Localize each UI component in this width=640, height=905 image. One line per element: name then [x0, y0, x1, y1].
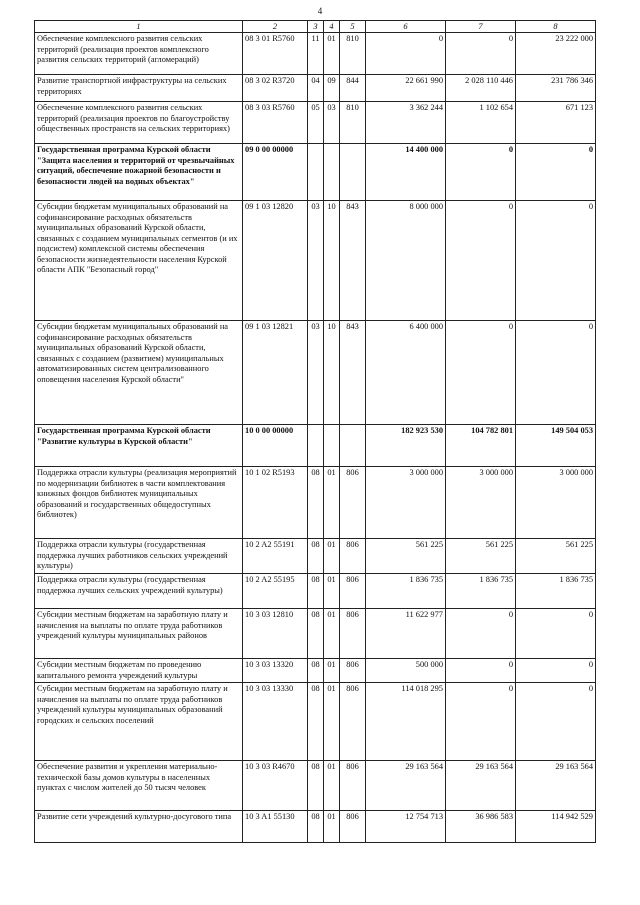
- row-code: 09 1 03 12821: [243, 321, 308, 425]
- row-amount-7: 1 102 654: [446, 102, 516, 144]
- row-amount-6: 14 400 000: [366, 144, 446, 201]
- row-section: 05: [308, 102, 324, 144]
- row-amount-6: 3 000 000: [366, 467, 446, 539]
- row-amount-6: 0: [366, 33, 446, 75]
- row-code: 09 1 03 12820: [243, 201, 308, 321]
- row-subsection: 10: [324, 321, 340, 425]
- row-section: 08: [308, 761, 324, 811]
- row-expense-type: 810: [340, 102, 366, 144]
- row-code: 08 3 01 R5760: [243, 33, 308, 75]
- table-header-row: [35, 21, 596, 33]
- row-name: Обеспечение развития и укрепления материально-технической базы домов культуры в населенных пунктах с числом жителей до 50 тысяч человек: [35, 761, 243, 811]
- row-amount-6: 12 754 713: [366, 811, 446, 843]
- table-row: [35, 201, 596, 321]
- table-row: [35, 574, 596, 609]
- table-row: [35, 467, 596, 539]
- table-row: [35, 811, 596, 843]
- table-row: [35, 321, 596, 425]
- row-amount-8: 671 123: [516, 102, 596, 144]
- row-amount-7: 0: [446, 659, 516, 683]
- row-subsection: 01: [324, 609, 340, 659]
- row-amount-7: 104 782 801: [446, 425, 516, 467]
- row-amount-8: 1 836 735: [516, 574, 596, 609]
- row-expense-type: [340, 425, 366, 467]
- row-section: 08: [308, 467, 324, 539]
- column-header: 2: [243, 21, 308, 33]
- row-amount-6: 22 661 990: [366, 75, 446, 102]
- row-expense-type: 806: [340, 467, 366, 539]
- table-row: [35, 539, 596, 574]
- row-section: 03: [308, 321, 324, 425]
- row-expense-type: [340, 144, 366, 201]
- row-amount-7: 2 028 110 446: [446, 75, 516, 102]
- row-code: 10 2 A2 55195: [243, 574, 308, 609]
- row-amount-8: 0: [516, 683, 596, 761]
- row-code: 10 3 03 R4670: [243, 761, 308, 811]
- row-code: 10 3 03 13330: [243, 683, 308, 761]
- row-section: 04: [308, 75, 324, 102]
- row-name: Субсидии бюджетам муниципальных образований на софинансирование расходных обязательств муниципальных образований Курской области, связанных с созданием муниципальных сегментов (и их подсистем) комплексной системы обеспечения безопасности жизнедеятельности населения Курской области АПК "Безопасный город": [35, 201, 243, 321]
- row-amount-6: 114 018 295: [366, 683, 446, 761]
- row-expense-type: 806: [340, 761, 366, 811]
- row-subsection: 01: [324, 811, 340, 843]
- row-amount-6: 500 000: [366, 659, 446, 683]
- table-row: [35, 659, 596, 683]
- row-subsection: 01: [324, 574, 340, 609]
- row-amount-7: 1 836 735: [446, 574, 516, 609]
- row-code: 10 1 02 R5193: [243, 467, 308, 539]
- row-expense-type: 844: [340, 75, 366, 102]
- row-expense-type: 843: [340, 201, 366, 321]
- row-amount-8: 23 222 000: [516, 33, 596, 75]
- row-name: Субсидии местным бюджетам по проведению капитального ремонта учреждений культуры: [35, 659, 243, 683]
- column-header: 7: [446, 21, 516, 33]
- row-amount-8: 0: [516, 144, 596, 201]
- row-name: Субсидии бюджетам муниципальных образований на софинансирование расходных обязательств муниципальных образований Курской области, связанных с созданием (развитием) муниципальных автоматизированных систем централизованного оповещения населения Курской области": [35, 321, 243, 425]
- row-amount-6: 3 362 244: [366, 102, 446, 144]
- row-amount-8: 231 786 346: [516, 75, 596, 102]
- row-name: Государственная программа Курской области "Развитие культуры в Курской области": [35, 425, 243, 467]
- table-row: [35, 102, 596, 144]
- row-amount-7: 561 225: [446, 539, 516, 574]
- row-amount-8: 3 000 000: [516, 467, 596, 539]
- row-amount-7: 29 163 564: [446, 761, 516, 811]
- row-subsection: 01: [324, 33, 340, 75]
- row-subsection: 01: [324, 467, 340, 539]
- row-subsection: 01: [324, 539, 340, 574]
- row-amount-8: 149 504 053: [516, 425, 596, 467]
- row-name: Обеспечение комплексного развития сельских территорий (реализация проектов комплексного развития сельских территорий (агломераций): [35, 33, 243, 75]
- row-code: 10 0 00 00000: [243, 425, 308, 467]
- row-name: Развитие транспортной инфраструктуры на сельских территориях: [35, 75, 243, 102]
- row-amount-7: 0: [446, 321, 516, 425]
- row-expense-type: 843: [340, 321, 366, 425]
- row-code: 08 3 03 R5760: [243, 102, 308, 144]
- row-name: Субсидии местным бюджетам на заработную плату и начисления на выплаты по оплате труда работников учреждений культуры муниципальных районов: [35, 609, 243, 659]
- row-amount-8: 29 163 564: [516, 761, 596, 811]
- row-section: 11: [308, 33, 324, 75]
- row-subsection: 03: [324, 102, 340, 144]
- budget-table: [34, 20, 596, 843]
- row-expense-type: 806: [340, 574, 366, 609]
- row-subsection: 01: [324, 659, 340, 683]
- row-amount-7: 3 000 000: [446, 467, 516, 539]
- column-header: 1: [35, 21, 243, 33]
- column-header: 5: [340, 21, 366, 33]
- column-header: 4: [324, 21, 340, 33]
- row-section: [308, 144, 324, 201]
- row-name: Поддержка отрасли культуры (государственная поддержка лучших работников сельских учреждений культуры): [35, 539, 243, 574]
- row-code: 09 0 00 00000: [243, 144, 308, 201]
- row-code: 10 3 03 12810: [243, 609, 308, 659]
- column-header: 8: [516, 21, 596, 33]
- row-name: Поддержка отрасли культуры (реализация мероприятий по модернизации библиотек в части комплектования книжных фондов библиотек муниципальных образований и государственных общедоступных библиотек): [35, 467, 243, 539]
- row-expense-type: 806: [340, 659, 366, 683]
- table-row: [35, 425, 596, 467]
- row-amount-6: 1 836 735: [366, 574, 446, 609]
- row-amount-8: 0: [516, 321, 596, 425]
- row-section: 03: [308, 201, 324, 321]
- row-subsection: 01: [324, 683, 340, 761]
- column-header: 3: [308, 21, 324, 33]
- row-code: 10 3 03 13320: [243, 659, 308, 683]
- row-amount-7: 0: [446, 33, 516, 75]
- row-code: 10 2 A2 55191: [243, 539, 308, 574]
- row-amount-8: 0: [516, 609, 596, 659]
- row-section: 08: [308, 659, 324, 683]
- row-amount-8: 0: [516, 659, 596, 683]
- row-expense-type: 810: [340, 33, 366, 75]
- row-expense-type: 806: [340, 683, 366, 761]
- row-amount-6: 8 000 000: [366, 201, 446, 321]
- row-amount-6: 11 622 977: [366, 609, 446, 659]
- row-section: 08: [308, 609, 324, 659]
- row-amount-6: 182 923 530: [366, 425, 446, 467]
- row-code: 10 3 A1 55130: [243, 811, 308, 843]
- row-amount-6: 6 400 000: [366, 321, 446, 425]
- table-row: [35, 75, 596, 102]
- table-row: [35, 144, 596, 201]
- table-row: [35, 33, 596, 75]
- row-section: [308, 425, 324, 467]
- table-row: [35, 683, 596, 761]
- row-amount-8: 561 225: [516, 539, 596, 574]
- row-subsection: 09: [324, 75, 340, 102]
- row-name: Поддержка отрасли культуры (государственная поддержка лучших сельских учреждений культуры): [35, 574, 243, 609]
- row-expense-type: 806: [340, 539, 366, 574]
- row-amount-8: 0: [516, 201, 596, 321]
- row-section: 08: [308, 539, 324, 574]
- column-header: 6: [366, 21, 446, 33]
- row-name: Субсидии местным бюджетам на заработную плату и начисления на выплаты по оплате труда работников учреждений культуры муниципальных образований городских и сельских поселений: [35, 683, 243, 761]
- row-amount-7: 0: [446, 609, 516, 659]
- table-row: [35, 609, 596, 659]
- row-section: 08: [308, 811, 324, 843]
- row-subsection: 01: [324, 761, 340, 811]
- row-name: Развитие сети учреждений культурно-досугового типа: [35, 811, 243, 843]
- row-section: 08: [308, 574, 324, 609]
- row-amount-7: 0: [446, 201, 516, 321]
- row-code: 08 3 02 R3720: [243, 75, 308, 102]
- row-amount-6: 29 163 564: [366, 761, 446, 811]
- row-section: 08: [308, 683, 324, 761]
- row-expense-type: 806: [340, 609, 366, 659]
- row-expense-type: 806: [340, 811, 366, 843]
- row-name: Обеспечение комплексного развития сельских территорий (реализация проектов по благоустройству общественных пространств на сельских территориях): [35, 102, 243, 144]
- row-amount-8: 114 942 529: [516, 811, 596, 843]
- row-subsection: 10: [324, 201, 340, 321]
- table-row: [35, 761, 596, 811]
- row-amount-7: 0: [446, 683, 516, 761]
- row-amount-7: 36 986 583: [446, 811, 516, 843]
- page-number: 4: [317, 6, 323, 16]
- row-amount-7: 0: [446, 144, 516, 201]
- row-subsection: [324, 425, 340, 467]
- row-name: Государственная программа Курской области "Защита населения и территорий от чрезвычайных ситуаций, обеспечение пожарной безопасности и безопасности людей на водных объектах": [35, 144, 243, 201]
- row-subsection: [324, 144, 340, 201]
- row-amount-6: 561 225: [366, 539, 446, 574]
